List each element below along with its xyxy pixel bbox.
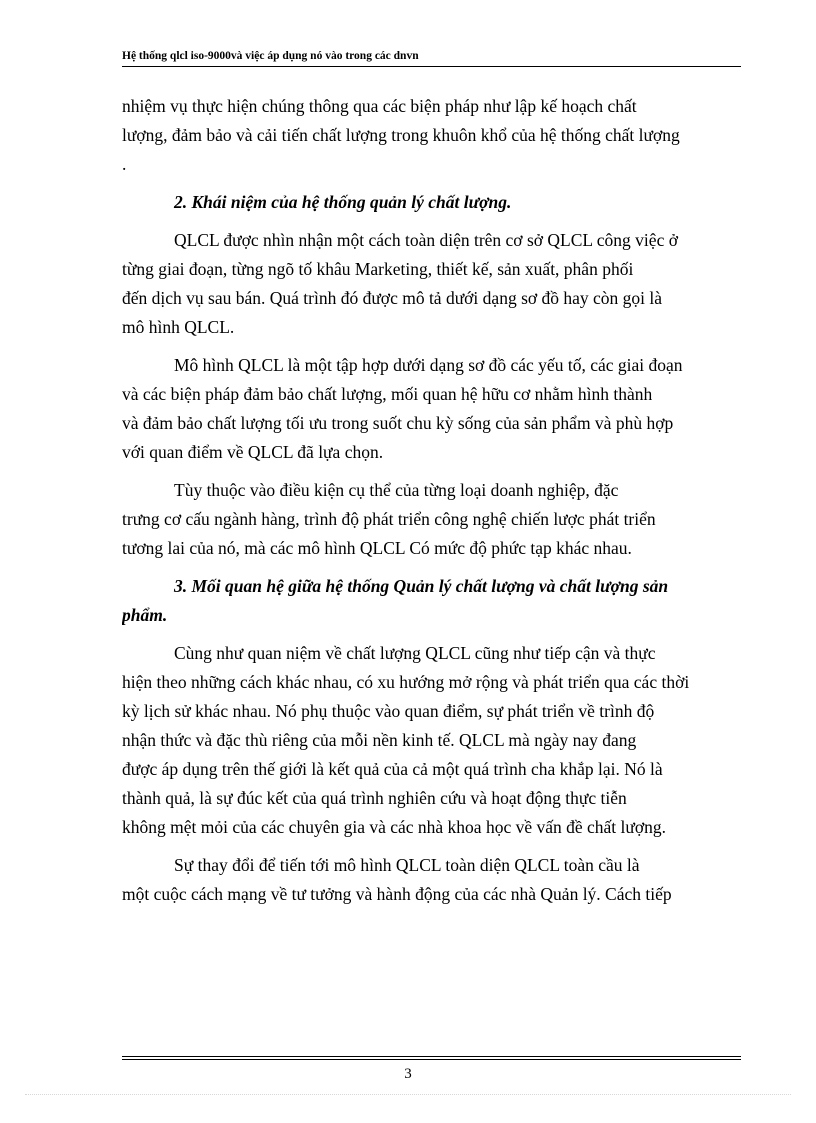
heading-line: phẩm. xyxy=(122,605,168,625)
text-line: từng giai đoạn, từng ngõ tố khâu Marketing, thiết kế, sản xuất, phân phối xyxy=(122,259,634,279)
paragraph-5 xyxy=(122,639,741,842)
text-line: nhận thức và đặc thù riêng của mỗi nền kinh tế. QLCL mà ngày nay đang xyxy=(122,730,637,750)
paragraph-1 xyxy=(122,92,741,179)
text-line: Sự thay đổi để tiến tới mô hình QLCL toàn diện QLCL toàn cầu là xyxy=(174,855,640,875)
text-line: tương lai của nó, mà các mô hình QLCL Có mức độ phức tạp khác nhau. xyxy=(122,538,632,558)
text-line: Tùy thuộc vào điều kiện cụ thể của từng loại doanh nghiệp, đặc xyxy=(174,480,619,500)
section-heading-3 xyxy=(122,572,741,630)
text-line: nhiệm vụ thực hiện chúng thông qua các biện pháp như lập kế hoạch chất xyxy=(122,96,637,116)
text-line: một cuộc cách mạng về tư tưởng và hành động của các nhà Quản lý. Cách tiếp xyxy=(122,884,672,904)
document-body xyxy=(122,92,741,909)
text-line: Mô hình QLCL là một tập hợp dưới dạng sơ đồ các yếu tố, các giai đoạn xyxy=(174,355,683,375)
text-line: và các biện pháp đảm bảo chất lượng, mối quan hệ hữu cơ nhằm hình thành xyxy=(122,384,653,404)
paragraph-3 xyxy=(122,351,741,467)
paragraph-4 xyxy=(122,476,741,563)
text-line: lượng, đảm bảo và cải tiến chất lượng trong khuôn khổ của hệ thống chất lượng xyxy=(122,125,680,145)
header-rule xyxy=(122,66,741,67)
text-line: với quan điểm về QLCL đã lựa chọn. xyxy=(122,442,384,462)
text-line: hiện theo những cách khác nhau, có xu hướng mở rộng và phát triển qua các thời xyxy=(122,672,690,692)
text-line: thành quả, là sự đúc kết của quá trình nghiên cứu và hoạt động thực tiễn xyxy=(122,788,627,808)
running-header: Hệ thống qlcl iso-9000và việc áp dụng nó vào trong các dnvn xyxy=(122,50,419,62)
paragraph-6 xyxy=(122,851,741,909)
text-line: mô hình QLCL. xyxy=(122,317,235,337)
text-line: trưng cơ cấu ngành hàng, trình độ phát triển công nghệ chiến lược phát triển xyxy=(122,509,656,529)
heading-line: 3. Mối quan hệ giữa hệ thống Quản lý chất lượng và chất lượng sản xyxy=(174,576,669,596)
footer-rule xyxy=(122,1056,741,1057)
text-line: và đảm bảo chất lượng tối ưu trong suốt chu kỳ sống của sản phẩm và phù hợp xyxy=(122,413,674,433)
text-line: . xyxy=(122,154,127,174)
text-line: QLCL được nhìn nhận một cách toàn diện trên cơ sở QLCL công việc ở xyxy=(174,230,678,250)
text-line: kỳ lịch sử khác nhau. Nó phụ thuộc vào quan điểm, sự phát triển về trình độ xyxy=(122,701,655,721)
section-heading-2: 2. Khái niệm của hệ thống quản lý chất lượng. xyxy=(174,192,512,212)
text-line: Cùng như quan niệm về chất lượng QLCL cũng như tiếp cận và thực xyxy=(174,643,656,663)
page-number: 3 xyxy=(404,1066,412,1082)
paragraph-2 xyxy=(122,226,741,342)
text-line: không mệt mỏi của các chuyên gia và các nhà khoa học về vấn đề chất lượng. xyxy=(122,817,667,837)
page-edge-divider xyxy=(25,1094,791,1095)
footer-rule xyxy=(122,1059,741,1060)
text-line: đến dịch vụ sau bán. Quá trình đó được mô tả dưới dạng sơ đồ hay còn gọi là xyxy=(122,288,663,308)
text-line: được áp dụng trên thế giới là kết quả của cả một quá trình cha khắp lại. Nó là xyxy=(122,759,663,779)
